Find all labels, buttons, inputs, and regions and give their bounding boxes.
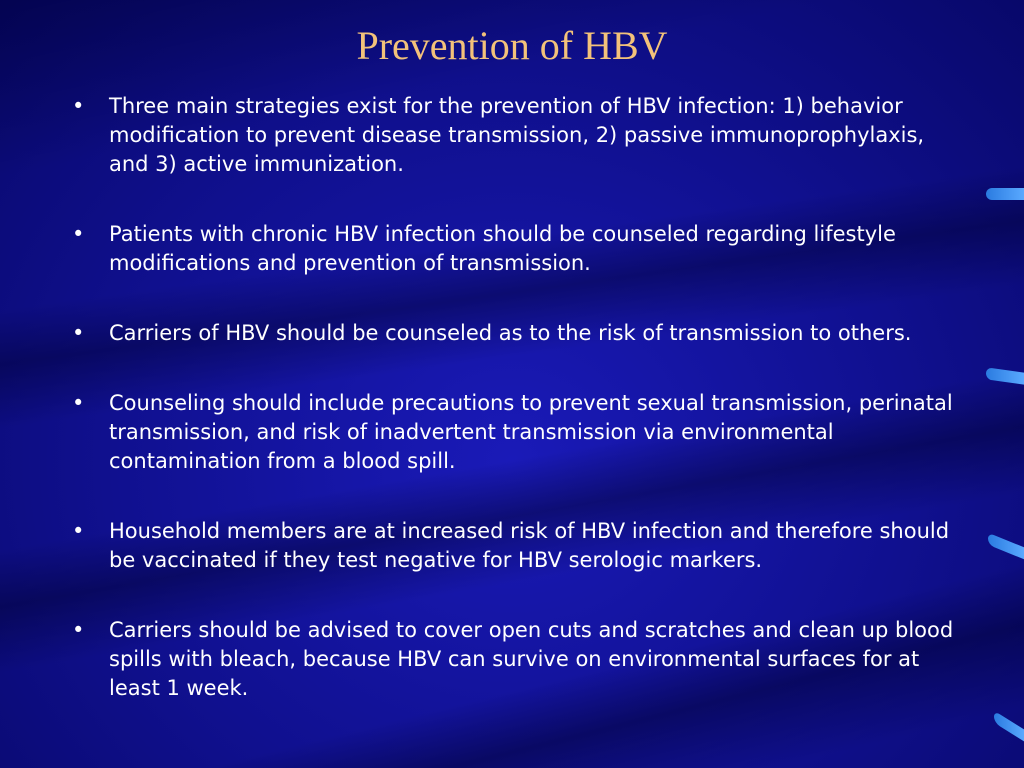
decorative-stripe (986, 367, 1024, 384)
bullet-icon: • (72, 618, 85, 642)
decorative-stripe (994, 711, 1024, 742)
bullet-text: Household members are at increased risk of HBV infection and therefore should be vaccinated if they test negative for HBV serologic markers. (109, 519, 950, 572)
bullet-icon: • (72, 94, 85, 118)
bullet-text: Carriers of HBV should be counseled as to the risk of transmission to others. (109, 321, 912, 345)
slide-title: Prevention of HBV (356, 23, 668, 68)
bullet-icon: • (72, 222, 85, 246)
bullet-item (70, 517, 965, 575)
bullet-item (70, 92, 965, 179)
decorative-stripe (986, 188, 1024, 200)
bullet-item (70, 389, 965, 476)
bullet-text: Patients with chronic HBV infection should be counseled regarding lifestyle modifications and prevention of transmission. (109, 222, 896, 275)
bullet-text: Three main strategies exist for the prevention of HBV infection: 1) behavior modification to prevent disease transmission, 2) passive immunoprophylaxis, and 3) active immunization. (109, 94, 925, 176)
bullet-list (70, 92, 965, 703)
bullet-text: Carriers should be advised to cover open cuts and scratches and clean up blood spills with bleach, because HBV can survive on environmental surfaces for at least 1 week. (109, 618, 954, 700)
bullet-icon: • (72, 519, 85, 543)
bullet-item (70, 616, 965, 703)
bullet-icon: • (72, 321, 85, 345)
decorative-stripe (988, 533, 1024, 560)
bullet-item (70, 220, 965, 278)
bullet-item (70, 319, 965, 348)
bullet-text: Counseling should include precautions to prevent sexual transmission, perinatal transmission, and risk of inadvertent transmission via environmental contamination from a blood spill. (109, 391, 953, 473)
bullet-icon: • (72, 391, 85, 415)
